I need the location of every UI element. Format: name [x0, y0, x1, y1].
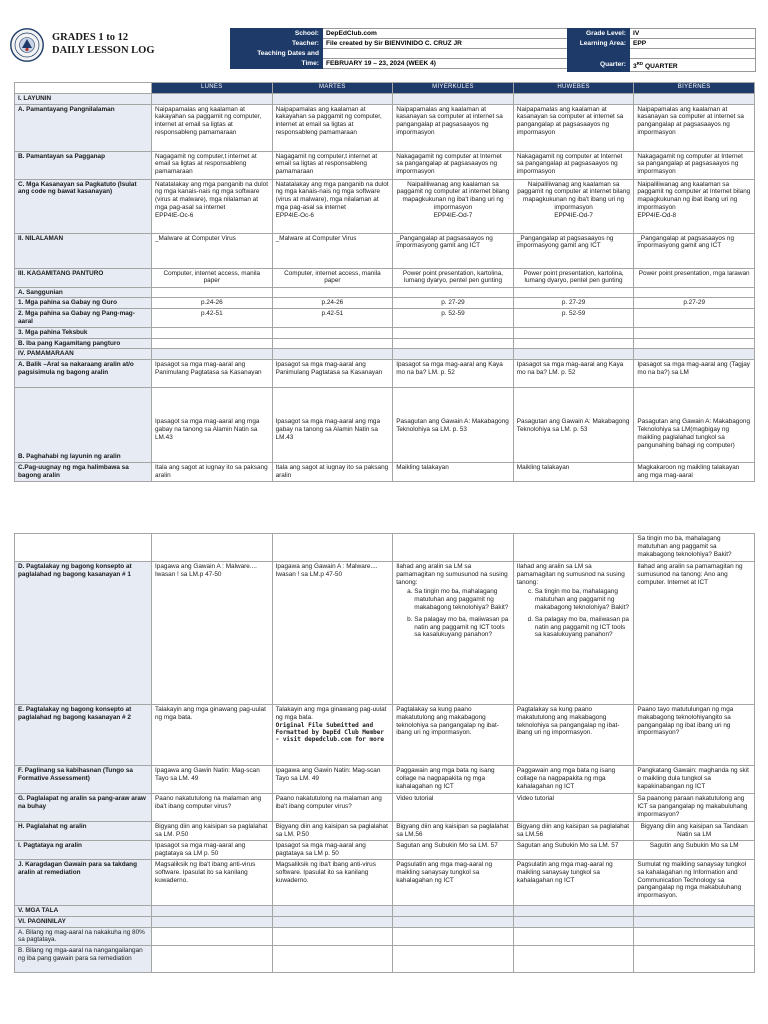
cell: p.27-29: [634, 298, 755, 309]
table-row: [15, 233, 755, 268]
row-label: B. Iba pang Kagamitang pangturo: [15, 338, 152, 349]
cell: Ipasagot sa mga mag-aaral ang mga gabay na tanong sa Alamin Natin sa LM.43: [272, 388, 393, 463]
row-label: F. Paglinang sa kabihasnan (Tungo sa Formative Assessment): [15, 766, 152, 794]
teacher-label: Teacher:: [231, 39, 323, 49]
section-pamamaraan: IV. PAMAMARAAN: [15, 349, 152, 360]
row-label: A. Bilang ng mag-aaral na nakakuha ng 80% sa pagtataya.: [15, 927, 152, 946]
row-label: 1. Mga pahina sa Gabay ng Guro: [15, 298, 152, 309]
cell: Naipaliliwanag ang kaalaman sa paggamit ng computer at internet bilang mapagkukunan ng iba't ibang uri ng impormasyon EPP4IE-Od-7: [393, 179, 514, 233]
deped-seal-icon: [10, 28, 44, 62]
cell: Power point presentation, mga larawan: [634, 268, 755, 287]
cell: Bigyang diin ang kaisipan sa Tandaan Natin sa LM: [634, 822, 755, 841]
row-label: C.Pag-uugnay ng mga halimbawa sa bagong aralin: [15, 463, 152, 482]
cell: Nakagagamit ng computer at Internet sa pangangalap at pagsasaayos ng impormasyon: [634, 151, 755, 179]
grade-label: Grade Level:: [568, 29, 630, 39]
table-row: [15, 794, 755, 822]
row-label: D. Pagtalakay ng bagong konsepto at paglalahad ng bagong kasanayan # 1: [15, 562, 152, 705]
row-label: 3. Mga pahina Teksbuk: [15, 327, 152, 338]
cell: Maikling talakayan: [513, 463, 634, 482]
table-row: [15, 360, 755, 388]
cell: Video tutorial: [393, 794, 514, 822]
table-row: [15, 766, 755, 794]
cell: _Pangangalap at pagsasaayos ng impormasyong gamit ang ICT: [634, 233, 755, 268]
cell: p. 52-59: [513, 309, 634, 328]
section-kagamitan: III. KAGAMITANG PANTURO: [15, 268, 152, 287]
cell: Pagtalakay sa kung paano makatutulong ang makabagong teknolohiya sa pangangalap ng ibat-ibang uri ng impormasyon.: [513, 705, 634, 766]
table-row: [15, 179, 755, 233]
row-label: G. Paglalapat ng aralin sa pang-araw araw na buhay: [15, 794, 152, 822]
section-pagninilay: VI. PAGNINILAY: [15, 916, 152, 927]
cell: Paano nakatutulong na malaman ang iba't ibang computer virus?: [272, 794, 393, 822]
cell: Sa paanong paraan nakatutulong ang ICT sa pangangalap ng makabuluhang impormasyon?: [634, 794, 755, 822]
table-row: [15, 841, 755, 860]
table-row: [15, 927, 755, 946]
table-row: [15, 946, 755, 973]
cell: Naipapamalas ang kaalaman at kakayahan sa paggamit ng computer, internet at email sa ligtas at responsableng pamamaraan: [152, 104, 273, 151]
day-biyernes: BIYERNES: [634, 83, 755, 94]
cell: Bigyang diin ang kaisipan sa paglalahat sa LM.56: [513, 822, 634, 841]
cell: Naipapamalas ang kaalaman at kasanayan sa computer at internet sa pangangalap at pagsasaayos ng impormasyon: [634, 104, 755, 151]
table-row: [15, 268, 755, 287]
cell: Video tutorial: [513, 794, 634, 822]
day-header-blank: [15, 83, 152, 94]
cell: Paggawain ang mga bata ng isang collage na nagpapakita ng mga kahalagahan ng ICT: [513, 766, 634, 794]
section-row: [15, 93, 755, 104]
cell: Ipasagot sa mga mag-aaral ang Panimulang Pagtatasa sa Kasanayan: [272, 360, 393, 388]
cell: Ipagawa ang Gawain A : Malware.... Iwasan ! sa LM.p 47-50: [272, 562, 393, 705]
cell: Computer, internet access, manila paper: [152, 268, 273, 287]
teacher-value: File created by Sir BIENVINIDO C. CRUZ JR: [323, 39, 570, 49]
cell: Magsaliksik ng iba't ibang anti-virus software. Ipasulat ito sa kanilang kuwaderno.: [152, 860, 273, 906]
section-row: [15, 906, 755, 917]
cell: Bigyang diin ang kaisipan sa paglalahat sa LM. P.50: [272, 822, 393, 841]
cell: Ipasagot sa mga mag-aaral ang mga gabay na tanong sa Alamin Natin sa LM.43: [152, 388, 273, 463]
cell: Paano tayo matutulungan ng mga makabagong teknolohiyangito sa pangangalap ng ibat ibang uri ng impormasyon?: [634, 705, 755, 766]
table-row: [15, 388, 755, 463]
cell: Magsaliksik ng iba't ibang anti-virus software. Ipasulat ito sa kanilang kuwaderno.: [272, 860, 393, 906]
cell: [634, 309, 755, 328]
cell: _Pangangalap at pagsasaayos ng impormasyong gamit ang ICT: [513, 233, 634, 268]
cell: Nagagamit ng computer,t internet at email sa ligtas at responsableng pamamaraan: [272, 151, 393, 179]
cell: Nakagagamit ng computer at Internet sa pangangalap at pagsasaayos ng impormasyon: [513, 151, 634, 179]
section-row: [15, 916, 755, 927]
school-value: DepEdClub.com: [323, 29, 570, 39]
row-label: I. Pagtataya ng aralin: [15, 841, 152, 860]
table-row: [15, 860, 755, 906]
cell: Bigyang diin ang kaisipan sa paglalahat sa LM. P.50: [152, 822, 273, 841]
row-label: J. Karagdagan Gawain para sa takdang aralin at remediation: [15, 860, 152, 906]
table-row: [15, 104, 755, 151]
cell: Ipasagot sa mga mag-aaral ang (Tagjay mo na ba?) sa LM: [634, 360, 755, 388]
quarter-label: Quarter:: [568, 58, 630, 71]
lesson-table-part2: [14, 533, 755, 973]
cell: Pagsulatin ang mga mag-aaral ng maikling sanaysay tungkol sa kahalagahan ng ICT: [513, 860, 634, 906]
cell: Naipaliliwanag ang kaalaman sa paggamit ng computer at internet bilang mapagkukunan ng iba't ibang uri ng impormasyon EPP4IE-Od-7: [513, 179, 634, 233]
cell: Ipasagot sa mga mag-aaral ang Kaya mo na ba? LM. p. 52: [393, 360, 514, 388]
cell: Ipasagot sa mga mag-aaral ang pagtataya sa LM p. 50: [152, 841, 273, 860]
row-label: C. Mga Kasanayan sa Pagkatuto (Isulat ang code ng bawat kasanayan): [15, 179, 152, 233]
watermark-text: Original File Submitted and Formatted by DepEd Club Member - visit depedclub.com for more: [275, 721, 384, 744]
lesson-log-header: [10, 28, 758, 72]
blank-value: [630, 49, 756, 59]
cell: Computer, internet access, manila paper: [272, 268, 393, 287]
section-nilalaman: II. NILALAMAN: [15, 233, 152, 268]
cell: Pagtalakay sa kung paano makatutulong ang makabagong teknolohiya sa pangangalap ng ibat-ibang uri ng impormasyon.: [393, 705, 514, 766]
cell: Paggawain ang mga bata ng isang collage na nagpapakita ng mga kahalagahan ng ICT: [393, 766, 514, 794]
day-martes: MARTES: [272, 83, 393, 94]
cell: Itala ang sagot at iugnay ito sa paksang aralin: [272, 463, 393, 482]
table-row: [15, 338, 755, 349]
row-label: H. Paglalahat ng aralin: [15, 822, 152, 841]
table-row: [15, 287, 755, 298]
cell: Ipagawa ang Gawin Natin: Mag-scan Tayo sa LM. 49: [272, 766, 393, 794]
lesson-table-part1: [14, 82, 755, 482]
cell: _Malware at Computer Virus: [152, 233, 273, 268]
cell: Pangkatang Gawain: maghanda ng skit o maikling dula tungkol sa kapakinabangan ng ICT: [634, 766, 755, 794]
day-header-row: [15, 83, 755, 94]
table-row: [15, 327, 755, 338]
cell: Talakayin ang mga ginawang pag-uulat ng mga bata. Original File Submitted and Formatted by DepEd Club Member - visit depedclub.com for more: [272, 705, 393, 766]
cell: Sagutan ang Subukin Mo sa LM. 57: [393, 841, 514, 860]
blank-label: [568, 49, 630, 59]
cell: _Malware at Computer Virus: [272, 233, 393, 268]
cell: Nagagamit ng computer,t internet at email sa ligtas at responsableng pamamaraan: [152, 151, 273, 179]
cell: Paano nakatutulong na malaman ang iba't ibang computer virus?: [152, 794, 273, 822]
row-label: A. Sanggunian: [15, 287, 152, 298]
table-row: [15, 705, 755, 766]
cell: Magkakaroon ng maikling talakayan ang mga mag-aaral: [634, 463, 755, 482]
title-dll: DAILY LESSON LOG: [52, 45, 155, 56]
cell: Pasagutan ang Gawain A: Makabagong Teknolohiya sa LM(magbigay ng maikling paglalahad tungkol sa pangunahing bahagi ng computer): [634, 388, 755, 463]
row-label: B. Bilang ng mga-aaral na nangangailangan ng iba pang gawain para sa remediation: [15, 946, 152, 973]
cell: Bigyang diin ang kaisipan sa paglalahat sa LM.56: [393, 822, 514, 841]
cell: Maikling talakayan: [393, 463, 514, 482]
dates-value: FEBRUARY 19 – 23, 2024 (WEEK 4): [323, 59, 570, 69]
cell: Itala ang sagot at iugnay ito sa paksang aralin: [152, 463, 273, 482]
section-layunin: I. LAYUNIN: [15, 93, 152, 104]
cell: Sa tingin mo ba, mahalagang matutuhan ang paggamit sa makabagong teknolohiya? Bakit?: [634, 534, 755, 562]
dates-label-line2: Time:: [231, 59, 323, 69]
grade-info-table: [567, 28, 756, 72]
cell: Naipaliliwanag ang kaalaman sa paggamit ng computer at Internet bilang mapagkukunan ng ibat ibang uri ng impormasyon EPP4IE-Od-8: [634, 179, 755, 233]
grade-value: IV: [630, 29, 756, 39]
row-label: E. Pagtalakay ng bagong konsepto at paglalahad ng bagong kasanayan # 2: [15, 705, 152, 766]
document-title: [52, 31, 155, 57]
cell: Ipagawa ang Gawain A : Malware.... Iwasan ! sa LM.p 47-50: [152, 562, 273, 705]
table-row: [15, 562, 755, 705]
table-row: [15, 298, 755, 309]
cell: p. 52-59: [393, 309, 514, 328]
table-row: [15, 822, 755, 841]
cell: Natatalakay ang mga panganib na dulot ng mga kanais-nais ng mga software (virus at malware), mga nilalaman at mga pag-asal sa internet EPP4IE-Oc-6: [152, 179, 273, 233]
cell: Ipasagot sa mga mag-aaral ang pagtataya sa LM p. 50: [272, 841, 393, 860]
cell: p.24-26: [152, 298, 273, 309]
cell: p.24-26: [272, 298, 393, 309]
cell: Pagsulatin ang mga mag-aaral ng maikling sanaysay tungkol sa kahalagahan ng ICT: [393, 860, 514, 906]
cell: p. 27-29: [513, 298, 634, 309]
row-label: A. Pamantayang Pangnilalaman: [15, 104, 152, 151]
day-lunes: LUNES: [152, 83, 273, 94]
area-value: EPP: [630, 39, 756, 49]
area-label: Learning Area:: [568, 39, 630, 49]
table-row: [15, 463, 755, 482]
cell: Ilahad ang aralin sa LM sa pamamagitan ng sumusunod na susing tanong: a. Sa tingin mo ba, mahalagang matutuhan ang paggamit ng makabagong teknolohiya? Bakit? b. Sa palagay mo ba, maiiwasan pa natin ang paggamit ng ICT tools sa kasalukuyang panahon?: [393, 562, 514, 705]
cell: Sagutin ang Subukin Mo sa LM: [634, 841, 755, 860]
cell: Pasagutan ang Gawain A: Makabagong Teknolohiya sa LM. p. 53: [513, 388, 634, 463]
table-row: [15, 534, 755, 562]
section-mga-tala: V. MGA TALA: [15, 906, 152, 917]
cell: Pasagutan ang Gawain A: Makabagong Teknolohiya sa LM. p. 53: [393, 388, 514, 463]
table-row: [15, 151, 755, 179]
cell: Talakayin ang mga ginawang pag-uulat ng mga bata.: [152, 705, 273, 766]
cell: Power point presentation, kartolina, lumang dyaryo, pentel pen gunting: [513, 268, 634, 287]
row-label: B. Paghahabi ng layunin ng aralin: [15, 388, 152, 463]
row-label: 2. Mga pahina sa Gabay ng Pang-mag-aaral: [15, 309, 152, 328]
day-huwebes: HUWEBES: [513, 83, 634, 94]
cell: Natatalakay ang mga panganib na dulot ng mga kanais-nais ng mga software (virus at malware), mga nilalaman at mga pag-asal sa internet EPP4IE-Oc-6: [272, 179, 393, 233]
section-row: [15, 349, 755, 360]
cell: Ipasagot sa mga mag-aaral ang Panimulang Pagtatasa sa Kasanayan: [152, 360, 273, 388]
cell: Ilahad ang aralin sa pamamagitan ng sumusunod na tanong: Ano ang computer. Internet at ICT: [634, 562, 755, 705]
cell: Naipapamalas ang kaalaman at kasanayan sa computer at internet sa pangangalap at pagsasaayos ng impormasyon: [393, 104, 514, 151]
school-label: School:: [231, 29, 323, 39]
quarter-value: 3RD QUARTER: [630, 58, 756, 71]
cell: p.42-51: [152, 309, 273, 328]
dates-spacer: [323, 49, 570, 59]
school-info-table: [230, 28, 570, 69]
cell: p.42-51: [272, 309, 393, 328]
table-row: [15, 309, 755, 328]
title-grades: GRADES 1 to 12: [52, 32, 129, 43]
cell: Ilahad ang aralin sa LM sa pamamagitan ng sumusnod na susing tanong: c. Sa tingin mo ba, mahalagang matutuhan ang paggamit ng makabagong teknolohiya? Bakit? d. Sa palagay mo ba, maiiwasan pa natin ang paggamit ng ICT tools sa kasalukuyang panahon?: [513, 562, 634, 705]
dates-label-line1: Teaching Dates and: [231, 49, 323, 59]
cell: Naipapamalas ang kaalaman at kasanayan sa computer at internet sa pangangalap at pagsasaayos ng impormasyon: [513, 104, 634, 151]
cell: Naipapamalas ang kaalaman at kakayahan sa paggamit ng computer, internet at email sa ligtas at responsableng pamamaraan: [272, 104, 393, 151]
day-miyerkules: MIYERKULES: [393, 83, 514, 94]
cell: Power point presentation, kartolina, lumang dyaryo, pentel pen gunting: [393, 268, 514, 287]
cell: Ipagawa ang Gawin Natin: Mag-scan Tayo sa LM. 49: [152, 766, 273, 794]
row-label: B. Pamantayan sa Pagganap: [15, 151, 152, 179]
cell: p. 27-29: [393, 298, 514, 309]
cell: Sumulat ng maikling sanaysay tungkol sa kahalagahan ng Information and Communication Technology sa pangangalap ng mga makabuluhang impormasyon.: [634, 860, 755, 906]
row-label: A. Balik –Aral sa nakaraang aralin at/o pagsisimula ng bagong aralin: [15, 360, 152, 388]
cell: Nakagagamit ng computer at Internet sa pangangalap at pagsasaayos ng impormasyon: [393, 151, 514, 179]
cell: _Pangangalap at pagsasaayos ng impormasyong gamit ang ICT: [393, 233, 514, 268]
cell: Ipasagot sa mga mag-aaral ang Kaya mo na ba? LM. p. 52: [513, 360, 634, 388]
cell: Sagutan ang Subukin Mo sa LM. 57: [513, 841, 634, 860]
